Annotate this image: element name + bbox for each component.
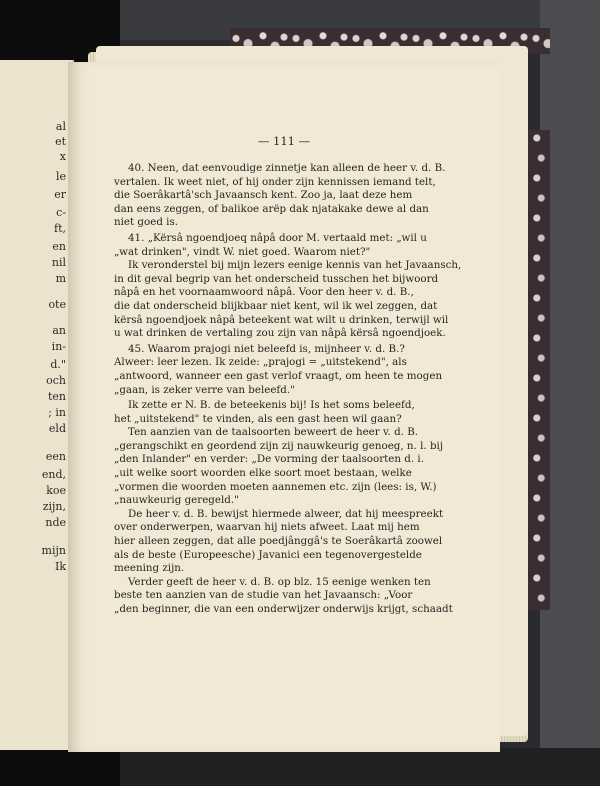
previous-page-fragment: en	[52, 240, 66, 253]
previous-page-fragment: ote	[48, 298, 66, 311]
previous-page-fragment: in-	[51, 340, 66, 353]
text-line: „gaan, is zeker verre van beleefd."	[114, 383, 295, 396]
previous-page-fragment: an	[52, 324, 66, 337]
text-line: hier alleen zeggen, dat alle poedjânggâ's te Soerâkartâ zoowel	[114, 535, 443, 548]
text-line: niet goed is.	[114, 216, 179, 229]
text-line: het „uitstekend" te vinden, als een gast heen wil gaan?	[114, 412, 402, 425]
text-line: „uit welke soort woorden elke soort moet bestaan, welke	[114, 467, 412, 480]
previous-page-fragment: x	[59, 150, 66, 163]
text-line: 41. „Kërsâ ngoendjoeq nâpâ door M. vertaald met: „wil u	[128, 231, 427, 244]
text-line: De heer v. d. B. bewijst hiermede alweer, dat hij meespreekt	[128, 507, 444, 520]
book-page	[68, 62, 500, 752]
text-line: „vormen die woorden moeten aannemen etc. zijn (lees: is, W.)	[114, 480, 437, 493]
text-line: 40. Neen, dat eenvoudige zinnetje kan alleen de heer v. d. B.	[128, 162, 446, 174]
previous-page-fragment: et	[55, 135, 66, 148]
previous-page-fragment: een	[45, 450, 66, 463]
text-line: Ik zette er N. B. de beteekenis bij! Is het soms beleefd,	[128, 399, 415, 412]
text-line: Verder geeft de heer v. d. B. op blz. 15 eenige wenken ten	[128, 575, 431, 588]
text-line: Ik veronderstel bij mijn lezers eenige kennis van het Javaansch,	[128, 259, 462, 272]
previous-page-fragment: nde	[45, 516, 66, 529]
previous-page-fragment: er	[54, 188, 66, 201]
text-line: „den Inlander" en verder: „De vorming der taalsoorten d. i.	[114, 453, 424, 466]
previous-page-fragment: le	[55, 170, 66, 183]
previous-page-fragment: och	[46, 374, 66, 387]
text-line: „gerangschikt en geordend zijn zij nauwkeurig genoeg, n. l. bij	[114, 439, 444, 452]
text-line: Ten aanzien van de taalsoorten beweert de heer v. d. B.	[128, 426, 419, 439]
marbled-cover-side	[528, 130, 550, 610]
previous-page-fragment: end,	[41, 468, 66, 481]
previous-page-fragment: zijn,	[42, 500, 66, 513]
text-line: die dat onderscheid blijkbaar niet kent, wil ik wel zeggen, dat	[114, 299, 438, 312]
text-line: dan eens zeggen, of balikoe arëp dak njatakake dewe al dan	[114, 202, 429, 215]
previous-page-fragment: c-	[56, 206, 66, 219]
text-line: „den beginner, die van een onderwijzer onderwijs krijgt, schaadt	[114, 603, 453, 615]
text-line: nâpâ en het voornaamwoord nâpâ. Voor den heer v. d. B.,	[114, 286, 414, 299]
text-line: over onderwerpen, waarvan hij niets afweet. Laat mij hem	[114, 521, 420, 534]
previous-page-fragment: nil	[51, 256, 66, 269]
previous-page-fragment: ten	[47, 390, 66, 403]
text-line: Alweer: leer lezen. Ik zeide: „prajogi = „uitstekend", als	[114, 356, 407, 369]
text-line: 45. Waarom prajogi niet beleefd is, mijnheer v. d. B.?	[128, 342, 405, 355]
text-line: beste ten aanzien van de studie van het Javaansch: „Voor	[114, 589, 413, 602]
previous-page	[0, 60, 74, 750]
previous-page-fragment: ; in	[48, 406, 66, 419]
previous-page-fragment: Ik	[54, 560, 66, 573]
text-line: als de beste (Europeesche) Javanici een tegenovergestelde	[114, 548, 422, 561]
previous-page-fragment: d."	[50, 358, 66, 371]
previous-page-fragment: eld	[48, 422, 66, 435]
text-line: vertalen. Ik weet niet, of hij onder zijn kennissen iemand telt,	[114, 175, 436, 188]
text-line: die Soerâkartâ'sch Javaansch kent. Zoo ja, laat deze hem	[114, 189, 413, 202]
text-line: „nauwkeurig geregeld."	[114, 494, 239, 507]
previous-page-fragment: koe	[46, 484, 66, 497]
text-line: meening zijn.	[114, 562, 185, 575]
text-line: „antwoord, wanneer een gast verlof vraagt, om heen te mogen	[114, 369, 443, 382]
previous-page-fragment: al	[55, 120, 66, 133]
previous-page-fragment: mijn	[41, 544, 66, 557]
previous-page-fragment: ft,	[54, 222, 66, 235]
text-line: in dit geval begrip van het onderscheid tusschen het bijwoord	[114, 272, 439, 285]
text-line: „wat drinken", vindt W. niet goed. Waarom niet?"	[114, 245, 371, 258]
page-number: — 111 —	[257, 134, 311, 148]
previous-page-fragment: m	[55, 272, 66, 285]
page-text	[114, 162, 464, 617]
text-line: u wat drinken de vertaling zou zijn van nâpâ kërsâ ngoendjoek.	[114, 327, 446, 340]
text-line: kërsâ ngoendjoek nâpâ beteekent wat wilt u drinken, terwijl wil	[114, 313, 449, 326]
